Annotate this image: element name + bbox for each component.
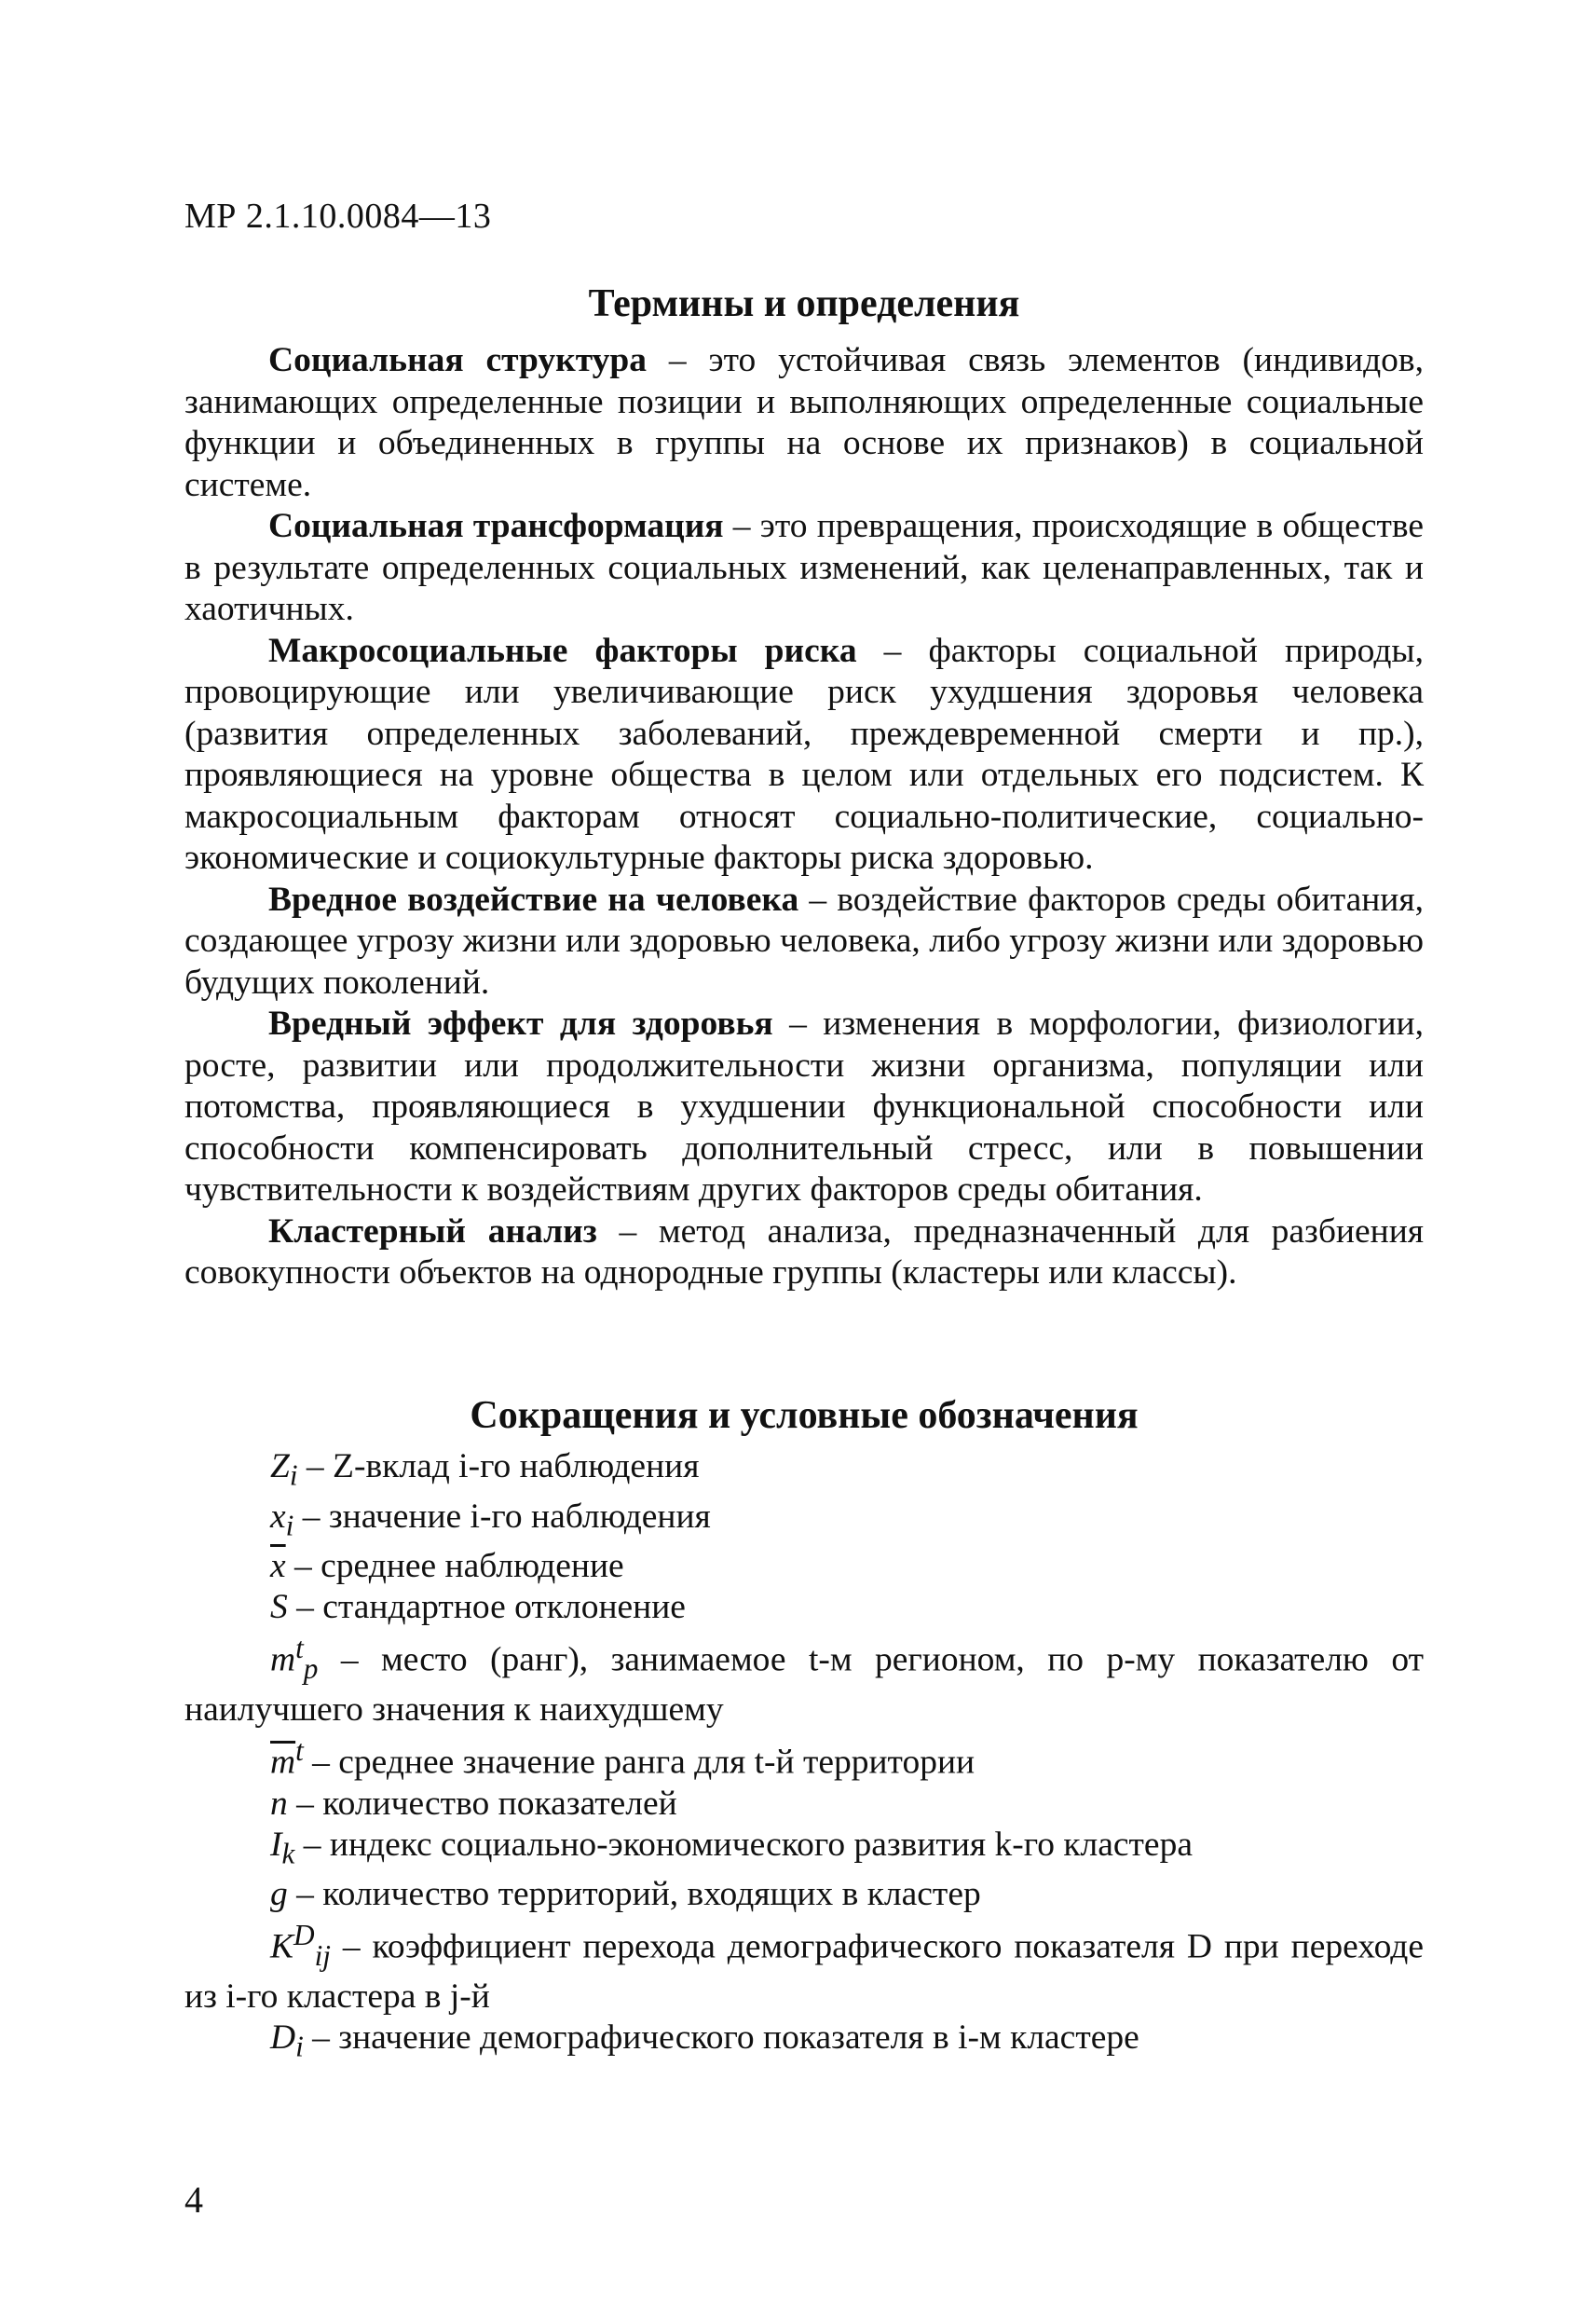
- symbol-description: – среднее наблюдение: [285, 1547, 624, 1585]
- term-name: Социальная структура: [268, 341, 648, 379]
- term-definition: – факторы социальной природы, провоцирующие или увеличивающие риск ухудшения здоровья человека (развития определенных заболеваний, преждевременной смерти и пр.), проявляющиеся на уровне общества в целом или отдельных его подсистем. К макросоциальным факторам относят социально-политические, социально-экономические и социокультурные факторы риска здоровью.: [184, 631, 1424, 877]
- abbreviation-item: [184, 1546, 1424, 1587]
- symbol-description: – индекс социально-экономического развития k-го кластера: [294, 1825, 1193, 1864]
- term-name: Вредный эффект для здоровья: [268, 1005, 773, 1043]
- symbol: I: [270, 1825, 282, 1864]
- term-entry: [184, 631, 1424, 880]
- symbol-description: – значение i-го наблюдения: [293, 1497, 711, 1536]
- symbol-description: – место (ранг), занимаемое t-м регионом, по p-му показателю от наилучшего значения к наихудшему: [184, 1640, 1424, 1729]
- term-name: Кластерный анализ: [268, 1211, 597, 1251]
- symbol-description: – Z-вклад i-го наблюдения: [297, 1447, 700, 1485]
- term-entry: [184, 1211, 1424, 1294]
- abbreviation-item: [184, 1628, 1424, 1731]
- abbreviation-item: [184, 1915, 1424, 2018]
- terms-list: [184, 340, 1424, 1294]
- symbol-superscript: D: [293, 1919, 315, 1951]
- terms-section-title: Термины и определения: [588, 282, 1020, 325]
- symbol-subscript: ij: [314, 1939, 331, 1972]
- term-definition: – воздействие факторов среды обитания, создающее угрозу жизни или здоровью человека, либо угрозу жизни или здоровью будущих поколений.: [184, 880, 1424, 1002]
- symbol-subscript: p: [303, 1652, 319, 1685]
- abbreviation-item: [184, 1784, 1424, 1825]
- symbol-description: – коэффициент перехода демографического показателя D при переходе из i-го кластера в j-й: [184, 1927, 1424, 2016]
- symbol-superscript: t: [295, 1734, 304, 1767]
- page-number: 4: [184, 2179, 203, 2221]
- term-definition: – изменения в морфологии, физиологии, росте, развитии или продолжительности жизни организма, популяции или потомства, проявляющиеся в ухудшении функциональной способности или способности компенсировать дополнительный стресс, или в повышении чувствительности к воздействиям других факторов среды обитания.: [184, 1005, 1425, 1209]
- term-name: Макросоциальные факторы риска: [268, 631, 857, 670]
- term-definition: – метод анализа, предназначенный для разбиения совокупности объектов на однородные группы (кластеры или классы).: [184, 1211, 1425, 1292]
- symbol: x: [270, 1497, 286, 1536]
- term-paragraph: [184, 340, 1424, 506]
- term-paragraph: [184, 1004, 1424, 1211]
- symbol: g: [270, 1875, 288, 1913]
- abbreviations-section-title: Сокращения и условные обозначения: [470, 1394, 1139, 1437]
- term-name: Социальная трансформация: [268, 507, 724, 545]
- term-entry: [184, 1004, 1424, 1211]
- symbol: S: [270, 1588, 288, 1626]
- term-entry: [184, 880, 1424, 1005]
- abbreviation-item: [184, 1731, 1424, 1784]
- symbol: m: [270, 1640, 296, 1679]
- abbreviation-item: [184, 1874, 1424, 1915]
- symbol: n: [270, 1784, 288, 1823]
- term-paragraph: [184, 631, 1424, 880]
- symbol-subscript: i: [285, 1509, 294, 1541]
- symbol: $\overline{x}$: [270, 1547, 286, 1585]
- symbol: $\overline{m}$: [270, 1743, 296, 1782]
- abbreviation-item: [184, 1497, 1424, 1547]
- symbol-superscript: t: [295, 1632, 304, 1664]
- symbol-description: – значение демографического показателя в i-м кластере: [303, 2018, 1139, 2057]
- abbreviation-item: [184, 1446, 1424, 1497]
- symbol-subscript: i: [289, 1458, 298, 1492]
- abbreviations-list: [184, 1446, 1424, 2068]
- abbreviation-item: [184, 1825, 1424, 1875]
- term-entry: [184, 506, 1424, 631]
- symbol-subscript: i: [295, 2030, 304, 2063]
- term-name: Вредное воздействие на человека: [268, 880, 799, 919]
- abbreviation-item: [184, 1587, 1424, 1628]
- symbol: K: [270, 1927, 294, 1966]
- term-paragraph: [184, 1211, 1424, 1294]
- symbol-description: – количество территорий, входящих в кластер: [287, 1875, 981, 1913]
- abbreviation-item: [184, 2018, 1424, 2068]
- symbol-description: – стандартное отклонение: [287, 1588, 686, 1626]
- term-paragraph: [184, 506, 1424, 631]
- term-definition: – это превращения, происходящие в обществе в результате определенных социальных изменений, как целенаправленных, так и хаотичных.: [184, 507, 1424, 628]
- symbol-subscript: k: [281, 1837, 295, 1869]
- symbol-description: – среднее значение ранга для t-й территории: [303, 1743, 975, 1782]
- symbol-description: – количество показателей: [287, 1784, 677, 1823]
- term-paragraph: [184, 880, 1424, 1005]
- term-definition: – это устойчивая связь элементов (индивидов, занимающих определенные позиции и выполняющих определенные социальные функции и объединенных в группы на основе их признаков) в социальной системе.: [184, 341, 1424, 504]
- symbol: Z: [270, 1447, 290, 1485]
- term-entry: [184, 340, 1424, 506]
- symbol: D: [270, 2018, 296, 2057]
- document-code: МР 2.1.10.0084—13: [184, 197, 492, 236]
